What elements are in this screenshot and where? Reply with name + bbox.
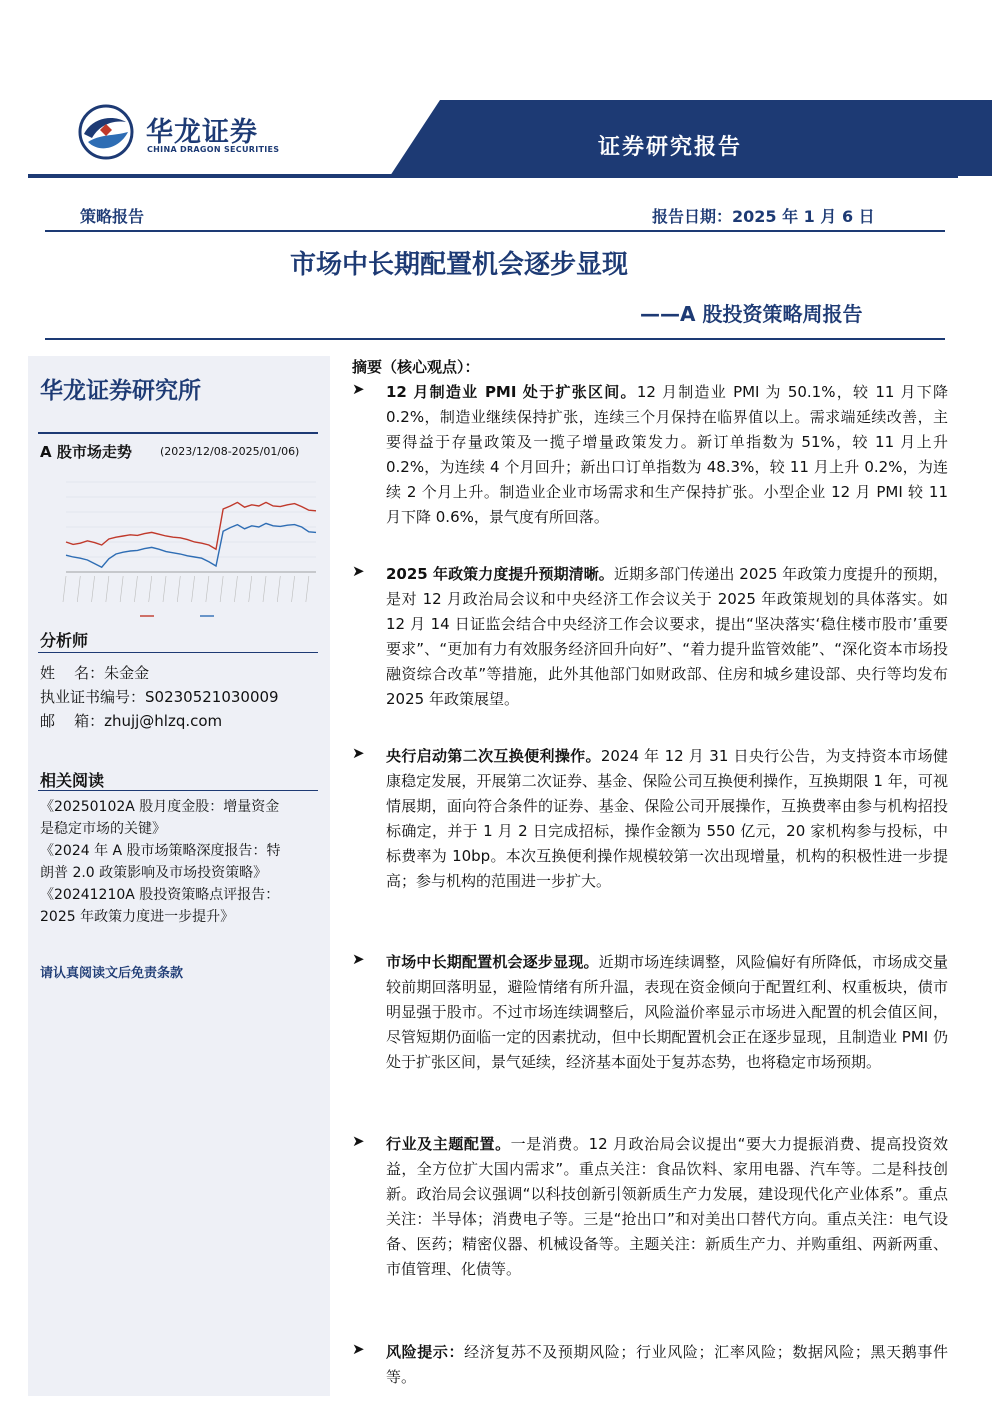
bullet-lead: 市场中长期配置机会逐步显现。 (386, 953, 599, 971)
report-date: 报告日期：2025 年 1 月 6 日 (652, 207, 875, 226)
bullet-lead: 央行启动第二次互换便利操作。 (386, 747, 601, 765)
bullet-lead: 行业及主题配置。 (386, 1135, 511, 1153)
bullet-body: 一是消费。12 月政治局会议提出“要大力提振消费、提高投资效益，全方位扩大国内需求”。重点关注：食品饮料、家用电器、汽车等。二是科技创新。政治局会议强调“以科技创新引领新质生产力发展，建设现代化产业体系”。重点关注：半导体；消费电子等。三是“抢出口”和对美出口替代方向。重点关注：电气设备、医药；精密仪器、机械设备等。主题关注：新质生产力、并购重组、两新两重、市值管理、化债等。 (386, 1135, 948, 1278)
analyst-email[interactable]: 邮 箱：zhujj@hlzq.com (40, 712, 223, 730)
banner-title: 证券研究报告 (598, 135, 743, 160)
analyst-name: 姓 名：朱金金 (40, 664, 150, 682)
divider (45, 230, 945, 232)
arrow-bullet-icon: ➤ (352, 950, 365, 968)
related-link[interactable]: 《20241210A 股投资策略点评报告： (40, 887, 280, 903)
bullet-text (386, 562, 948, 712)
chart-title: A 股市场走势 (40, 443, 132, 461)
analyst-heading: 分析师 (40, 631, 89, 650)
bullet-text (386, 1340, 948, 1390)
related-link[interactable]: 是稳定市场的关键》 (40, 821, 166, 837)
chart-x-tick (134, 576, 137, 602)
divider (45, 338, 945, 340)
arrow-bullet-icon: ➤ (352, 562, 365, 580)
chart-x-tick (92, 576, 95, 602)
related-link[interactable]: 《2024 年 A 股市场策略深度报告：特 (40, 843, 281, 859)
bullet-lead: 12 月制造业 PMI 处于扩张区间。 (386, 383, 637, 401)
chart-x-tick (149, 576, 152, 602)
bullet-lead: 2025 年政策力度提升预期清晰。 (386, 565, 614, 583)
logo-text: 华龙证券 (146, 117, 258, 148)
page-title: 市场中长期配置机会逐步显现 (290, 250, 629, 280)
divider (38, 432, 318, 434)
page-subtitle: ——A 股投资策略周报告 (640, 302, 863, 326)
chart-x-tick (292, 576, 295, 602)
analyst-cert: 执业证书编号：S0230521030009 (40, 688, 279, 706)
market-trend-chart (40, 476, 320, 626)
related-link[interactable]: 2025 年政策力度进一步提升》 (40, 909, 235, 925)
divider (38, 652, 318, 653)
bullet-body: 2024 年 12 月 31 日央行公告，为支持资本市场健康稳定发展，开展第二次证券、基金、保险公司互换便利操作，互换期限 1 年，可视情展期，面向符合条件的证券、基金、保险公司开展操作，互换费率由参与机构招投标确定，并于 1 月 2 日完成招标，操作金额为 550 亿元，20 家机构参与投标，中标费率为 10bp。本次互换便利操作规模较第一次出现增量，机构的积极性进一步提高；参与机构的范围进一步扩大。 (386, 747, 948, 890)
chart-x-tick (77, 576, 80, 602)
arrow-bullet-icon: ➤ (352, 1132, 365, 1150)
bullet-text (386, 950, 948, 1075)
related-link[interactable]: 朗普 2.0 政策影响及市场投资策略》 (40, 865, 268, 881)
institute-name: 华龙证券研究所 (40, 378, 201, 404)
chart-x-tick (63, 576, 66, 602)
summary-heading: 摘要（核心观点）： (352, 358, 480, 376)
bullet-lead: 风险提示： (386, 1343, 465, 1361)
report-type: 策略报告 (80, 207, 145, 226)
bullet-body: 经济复苏不及预期风险；行业风险；汇率风险；数据风险；黑天鹅事件等。 (386, 1343, 948, 1386)
bullet-text (386, 380, 948, 530)
bullet-text (386, 1132, 948, 1282)
chart-x-tick (234, 576, 237, 602)
bullet-body: 近期多部门传递出 2025 年政策力度提升的预期，是对 12 月政治局会议和中央经济工作会议关于 2025 年政策规划的具体落实。如 12 月 14 日证监会结合中央经济工作会议要求，提出“坚决落实‘稳住楼市股市’重要要求”、“更加有力有效服务经济回升向好”、“着力提升监管效能”、“深化资本市场投融资综合改革”等措施，此外其他部门如财政部、住房和城乡建设部、央行等均发布 2025 年政策展望。 (386, 565, 948, 708)
bullet-body: 12 月制造业 PMI 为 50.1%，较 11 月下降 0.2%，制造业继续保持扩张，连续三个月保持在临界值以上。需求端延续改善，主要得益于存量政策及一揽子增量政策发力。新订单指数为 51%，较 11 月上升 0.2%，为连续 4 个月回升；新出口订单指数为 48.3%，较 11 月上升 0.2%，为连续 2 个月上升。制造业企业市场需求和生产保持扩张。小型企业 12 月 PMI 较 11 月下降 0.6%，景气度有所回落。 (386, 383, 948, 526)
chart-x-tick (249, 576, 252, 602)
chart-x-tick (106, 576, 109, 602)
arrow-bullet-icon: ➤ (352, 1340, 365, 1358)
chart-date-range: (2023/12/08-2025/01/06) (160, 445, 300, 458)
related-reading-heading: 相关阅读 (40, 771, 105, 790)
divider (38, 790, 318, 791)
arrow-bullet-icon: ➤ (352, 380, 365, 398)
related-link[interactable]: 《20250102A 股月度金股：增量资金 (40, 799, 280, 815)
chart-x-tick (192, 576, 195, 602)
bullet-body: 近期市场连续调整，风险偏好有所降低，市场成交量较前期回落明显，避险情绪有所升温，表现在资金倾向于配置红利、权重板块，债市明显强于股市。不过市场连续调整后，风险溢价率显示市场进入配置的机会值区间，尽管短期仍面临一定的因素扰动，但中长期配置机会正在逐步显现，且制造业 PMI 仍处于扩张区间，景气延续，经济基本面处于复苏态势，也将稳定市场预期。 (386, 953, 948, 1071)
chart-x-tick (163, 576, 166, 602)
chart-x-tick (220, 576, 223, 602)
disclaimer-note: 请认真阅读文后免责条款 (40, 966, 184, 981)
arrow-bullet-icon: ➤ (352, 744, 365, 762)
dragon-logo-icon (78, 104, 134, 160)
logo-english-text: CHINA DRAGON SECURITIES (147, 145, 280, 154)
bullet-text (386, 744, 948, 894)
chart-x-tick (263, 576, 266, 602)
chart-x-tick (306, 576, 309, 602)
chart-series-line-2 (66, 523, 316, 567)
chart-x-tick (177, 576, 180, 602)
chart-x-tick (206, 576, 209, 602)
chart-x-tick (277, 576, 280, 602)
chart-x-tick (120, 576, 123, 602)
